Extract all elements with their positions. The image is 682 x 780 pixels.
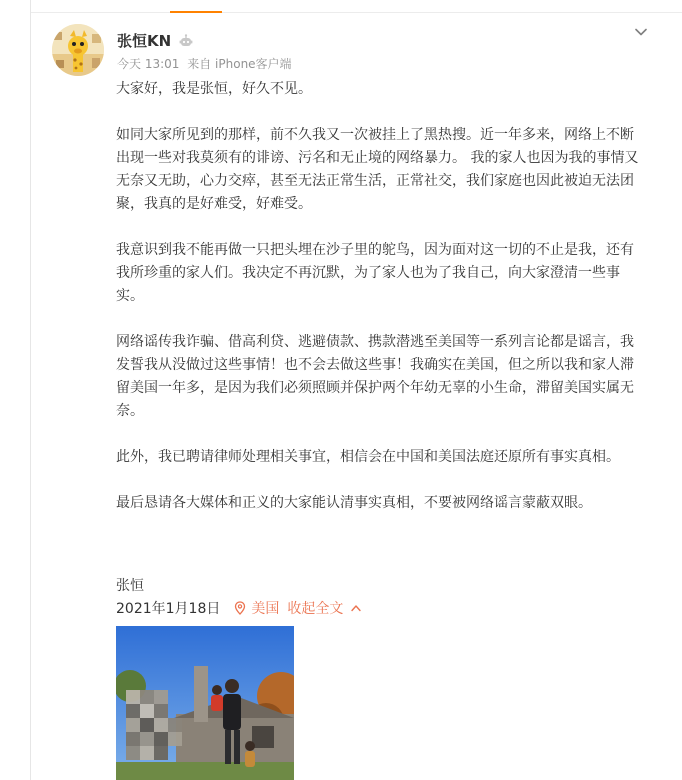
- robot-badge-icon: [179, 33, 193, 47]
- tab-underline: [170, 11, 222, 13]
- collapse-label: 收起全文: [287, 601, 344, 617]
- post-meta: [117, 55, 296, 72]
- post-source: 来自 iPhone客户端: [187, 57, 292, 71]
- paragraph: 网络谣传我诈骗、借高利贷、逃避债款、携款潜逃至美国等一系列言论都是谣言，我发誓我从没做过这些事情！也不会去做这些事！我确实在美国，但之所以我和家人滞留美国一年多，是因为我们必须照顾并保护两个年幼无辜的小生命，滞留美国实属无奈。: [116, 334, 634, 419]
- chevron-up-icon: [351, 604, 361, 612]
- location-label: 美国: [251, 601, 280, 617]
- paragraph: 如同大家所见到的那样，前不久我又一次被挂上了黑热搜。近一年多来，网络上不断出现一些对我莫须有的诽谤、污名和无止境的网络暴力。 我的家人也因为我的事情又无奈又无助，心力交瘁，甚至无法正常生活，正常社交，我们家庭也因此被迫无法团聚，我真的是好难受，好难受。: [116, 127, 639, 212]
- paragraph: 我意识到我不能再做一只把头埋在沙子里的鸵鸟，因为面对这一切的不止是我，还有我所珍重的家人们。我决定不再沉默，为了家人也为了我自己，向大家澄清一些事实。: [116, 242, 634, 304]
- signature: 张恒: [116, 578, 144, 594]
- post-time[interactable]: 今天 13:01: [117, 57, 180, 71]
- paragraph: 最后恳请各大媒体和正义的大家能认清事实真相，不要被网络谣言蒙蔽双眼。: [116, 495, 592, 511]
- page-border: [30, 0, 31, 780]
- post-date: 2021年1月18日: [116, 601, 221, 617]
- post-footer: [116, 598, 361, 618]
- collapse-button[interactable]: [287, 598, 361, 618]
- avatar[interactable]: [52, 24, 104, 76]
- post-photo[interactable]: [116, 626, 294, 780]
- location-link[interactable]: [234, 598, 279, 618]
- chevron-down-icon[interactable]: [634, 24, 648, 38]
- paragraph: 大家好，我是张恒，好久不见。: [116, 81, 312, 97]
- avatar-image: [52, 24, 104, 76]
- author-row: [117, 29, 193, 51]
- top-divider: [31, 12, 682, 13]
- photo-image: [116, 626, 294, 780]
- paragraph: 此外，我已聘请律师处理相关事宜，相信会在中国和美国法庭还原所有事实真相。: [116, 449, 620, 465]
- username[interactable]: 张恒KN: [117, 31, 172, 50]
- location-pin-icon: [234, 601, 246, 615]
- post-body: [116, 78, 646, 515]
